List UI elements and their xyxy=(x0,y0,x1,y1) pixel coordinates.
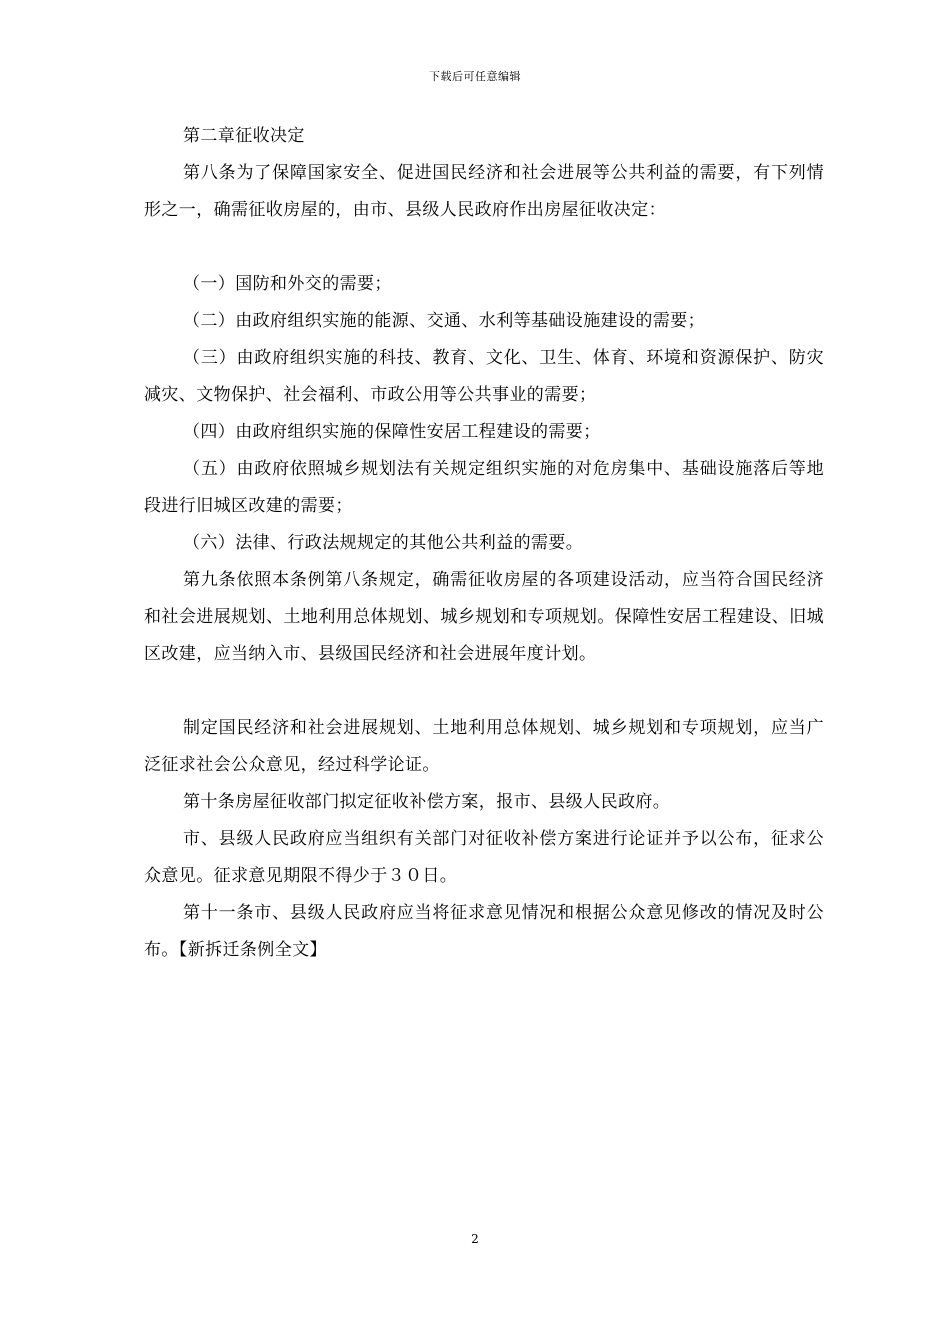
article-8-item-4: （四）由政府组织实施的保障性安居工程建设的需要； xyxy=(183,422,601,442)
article-8-item-1: （一）国防和外交的需要； xyxy=(183,274,392,294)
article-11: 第十一条市、县级人民政府应当将征求意见情况和根据公众意见修改的情况及时公布。【新拆迁条例全文】 xyxy=(144,903,824,960)
article-10: 第十条房屋征收部门拟定征收补偿方案，报市、县级人民政府。 xyxy=(183,792,671,812)
article-10-paragraph-2: 市、县级人民政府应当组织有关部门对征收补偿方案进行论证并予以公布，征求公众意见。征求意见期限不得少于３０日。 xyxy=(144,829,824,886)
blank-line xyxy=(144,673,824,710)
blank-line xyxy=(144,229,824,266)
page-header: 下载后可任意编辑 xyxy=(429,70,521,83)
article-8: 第八条为了保障国家安全、促进国民经济和社会进展等公共利益的需要，有下列情形之一，确需征收房屋的，由市、县级人民政府作出房屋征收决定： xyxy=(144,163,824,220)
document-body xyxy=(144,118,824,969)
article-8-item-5: （五）由政府依照城乡规划法有关规定组织实施的对危房集中、基础设施落后等地段进行旧城区改建的需要； xyxy=(144,459,824,516)
article-8-item-6: （六）法律、行政法规规定的其他公共利益的需要。 xyxy=(183,533,584,553)
chapter-title: 第二章征收决定 xyxy=(183,126,305,146)
article-9-paragraph-2: 制定国民经济和社会进展规划、土地利用总体规划、城乡规划和专项规划，应当广泛征求社会公众意见，经过科学论证。 xyxy=(144,718,824,775)
article-9: 第九条依照本条例第八条规定，确需征收房屋的各项建设活动，应当符合国民经济和社会进展规划、土地利用总体规划、城乡规划和专项规划。保障性安居工程建设、旧城区改建，应当纳入市、县级国民经济和社会进展年度计划。 xyxy=(144,570,824,664)
article-8-item-3: （三）由政府组织实施的科技、教育、文化、卫生、体育、环境和资源保护、防灾减灾、文物保护、社会福利、市政公用等公共事业的需要； xyxy=(144,348,824,405)
article-8-item-2: （二）由政府组织实施的能源、交通、水利等基础设施建设的需要； xyxy=(183,311,705,331)
page-number: 2 xyxy=(471,1232,479,1246)
